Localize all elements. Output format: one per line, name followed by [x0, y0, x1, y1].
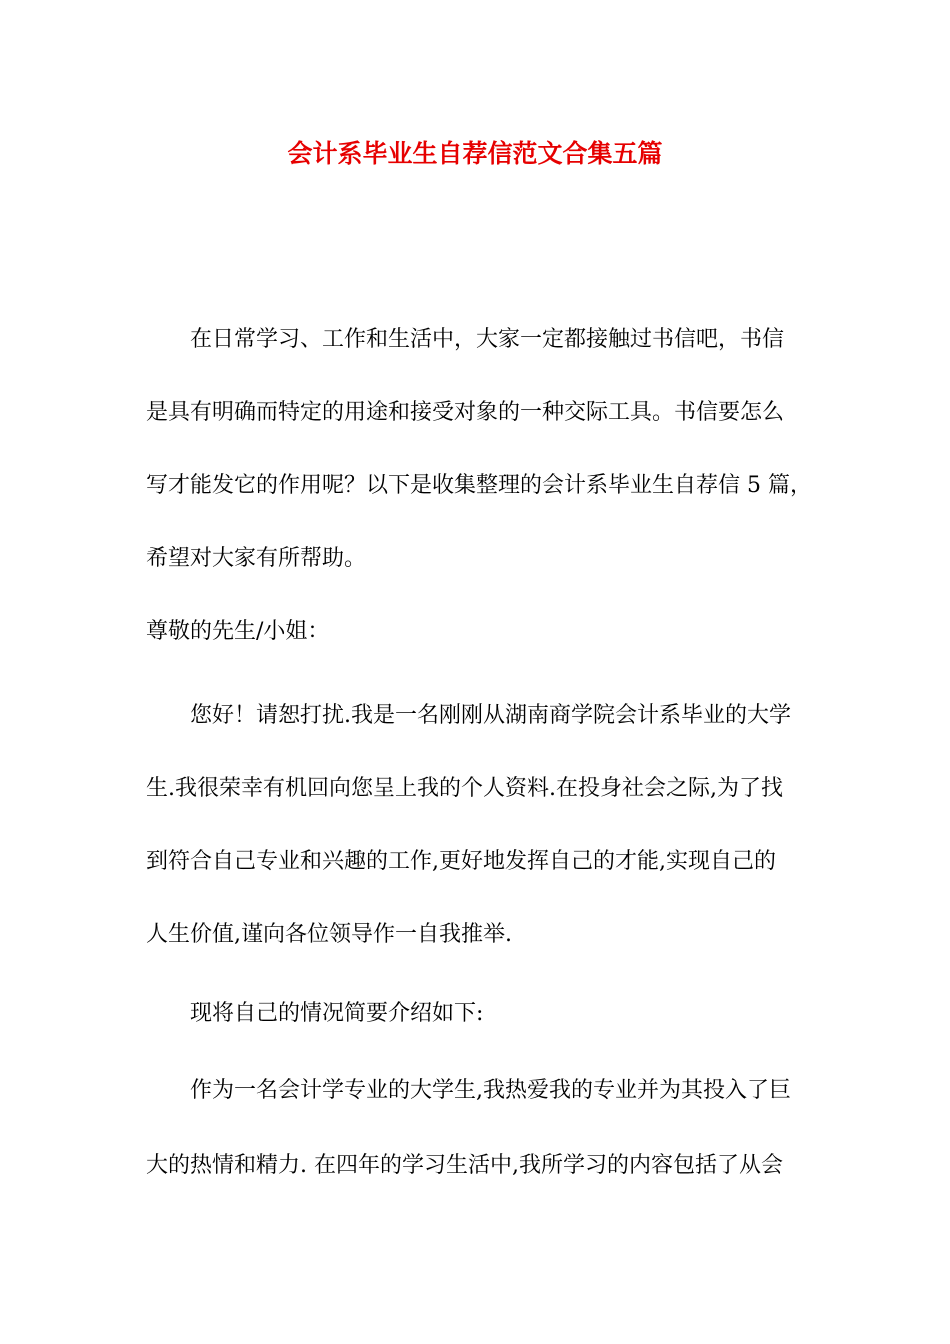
document-title: 会计系毕业生自荐信范文合集五篇 [287, 139, 663, 168]
paragraph-line: 作为一名会计学专业的大学生,我热爱我的专业并为其投入了巨 [190, 1078, 791, 1103]
paragraph-line: 到符合自己专业和兴趣的工作,更好地发挥自己的才能,实现自己的 [146, 849, 776, 874]
paragraph-line: 写才能发它的作用呢？以下是收集整理的会计系毕业生自荐信 5 篇， [146, 473, 812, 498]
paragraph-line: 生.我很荣幸有机回向您呈上我的个人资料.在投身社会之际,为了找 [146, 776, 783, 801]
paragraph-line: 您好！请恕打扰.我是一名刚刚从湖南商学院会计系毕业的大学 [190, 703, 791, 728]
paragraph-line: 大的热情和精力. 在四年的学习生活中,我所学习的内容包括了从会 [146, 1153, 783, 1178]
paragraph-line: 是具有明确而特定的用途和接受对象的一种交际工具。书信要怎么 [146, 400, 785, 425]
paragraph-line: 希望对大家有所帮助。 [146, 546, 367, 571]
paragraph-line: 现将自己的情况简要介绍如下: [190, 1001, 484, 1026]
salutation-line: 尊敬的先生/小姐： [146, 619, 330, 644]
paragraph-line: 在日常学习、工作和生活中，大家一定都接触过书信吧，书信 [190, 327, 785, 352]
paragraph-line: 人生价值,谨向各位领导作一自我推举. [146, 922, 512, 947]
